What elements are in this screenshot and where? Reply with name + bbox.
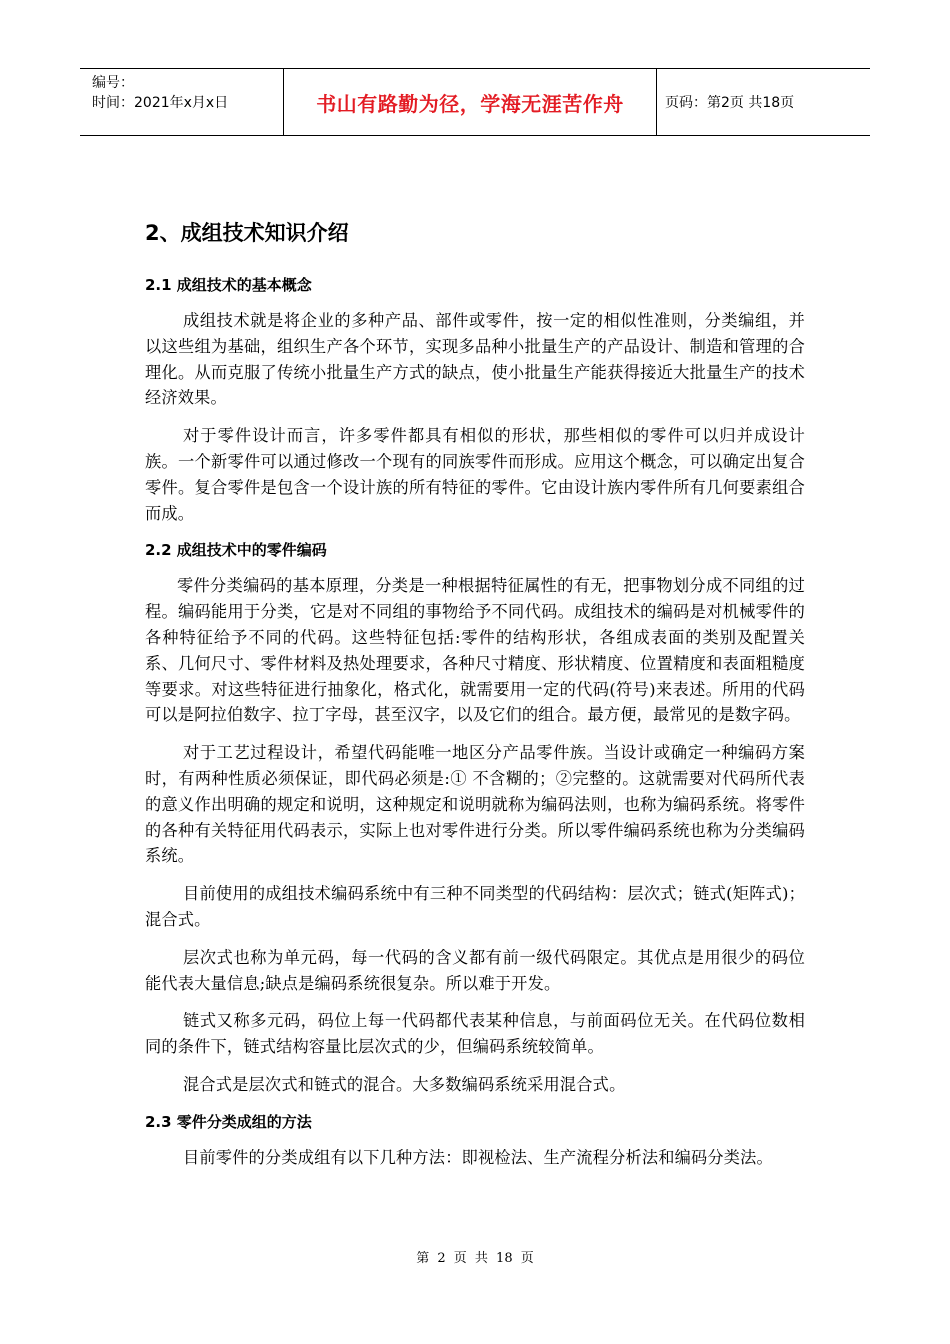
section-title: 2、成组技术知识介绍 [145,221,349,245]
document-body [145,215,805,1183]
header-motto-cell [283,69,657,135]
page-header [80,68,870,136]
paragraph: 零件分类编码的基本原理，分类是一种根据特征属性的有无，把事物划分成不同组的过程。编码能用于分类，它是对不同组的事物给予不同代码。成组技术的编码是对机械零件的各种特征给予不同的代码。这些特征包括:零件的结构形状，各组成表面的类别及配置关系、几何尺寸、零件材料及热处理要求，各种尺寸精度、形状精度、位置精度和表面粗糙度等要求。对这些特征进行抽象化，格式化，就需要用一定的代码(符号)来表述。所用的代码可以是阿拉伯数字、拉丁字母，甚至汉字，以及它们的组合。最方便，最常见的是数字码。 [145,576,805,725]
paragraph: 目前零件的分类成组有以下几种方法：即视检法、生产流程分析法和编码分类法。 [183,1147,773,1167]
subsection-title-2-1: 2.1 成组技术的基本概念 [145,276,312,294]
header-number-label: 编号： [92,75,134,91]
subsection-title-2-2: 2.2 成组技术中的零件编码 [145,541,327,560]
paragraph: 层次式也称为单元码，每一代码的含义都有前一级代码限定。其优点是用很少的码位能代表大量信息;缺点是编码系统很复杂。所以难于开发。 [145,947,805,993]
header-time-label: 时间：2021年x月x日 [92,95,229,111]
paragraph: 链式又称多元码，码位上每一代码都代表某种信息，与前面码位无关。在代码位数相同的条件下，链式结构容量比层次式的少，但编码系统较简单。 [145,1011,805,1057]
paragraph: 对于工艺过程设计，希望代码能唯一地区分产品零件族。当设计或确定一种编码方案时，有两种性质必须保证，即代码必须是:① 不含糊的；②完整的。这就需要对代码所代表的意义作出明确的规定和说明，这种规定和说明就称为编码法则，也称为编码系统。将零件的各种有关特征用代码表示，实际上也对零件进行分类。所以零件编码系统也称为分类编码系统。 [145,743,805,866]
header-page-cell [657,69,870,135]
paragraph: 成组技术就是将企业的多种产品、部件或零件，按一定的相似性准则，分类编组，并以这些组为基础，组织生产各个环节，实现多品种小批量生产的产品设计、制造和管理的合理化。从而克服了传统小批量生产方式的缺点，使小批量生产能获得接近大批量生产的技术经济效果。 [145,311,805,408]
header-motto: 书山有路勤为径，学海无涯苦作舟 [316,91,624,116]
page-footer: 第 2 页 共 18 页 [416,1251,534,1266]
paragraph: 目前使用的成组技术编码系统中有三种不同类型的代码结构：层次式；链式(矩阵式)；混合式。 [145,884,805,929]
subsection-title-2-3: 2.3 零件分类成组的方法 [145,1112,312,1131]
header-meta [80,69,283,135]
header-page-label: 页码：第2页 共18页 [665,95,795,111]
paragraph: 对于零件设计而言，许多零件都具有相似的形状，那些相似的零件可以归并成设计族。一个新零件可以通过修改一个现有的同族零件而形成。应用这个概念，可以确定出复合零件。复合零件是包含一个设计族的所有特征的零件。它由设计族内零件所有几何要素组合而成。 [145,426,805,523]
paragraph: 混合式是层次式和链式的混合。大多数编码系统采用混合式。 [183,1074,626,1094]
